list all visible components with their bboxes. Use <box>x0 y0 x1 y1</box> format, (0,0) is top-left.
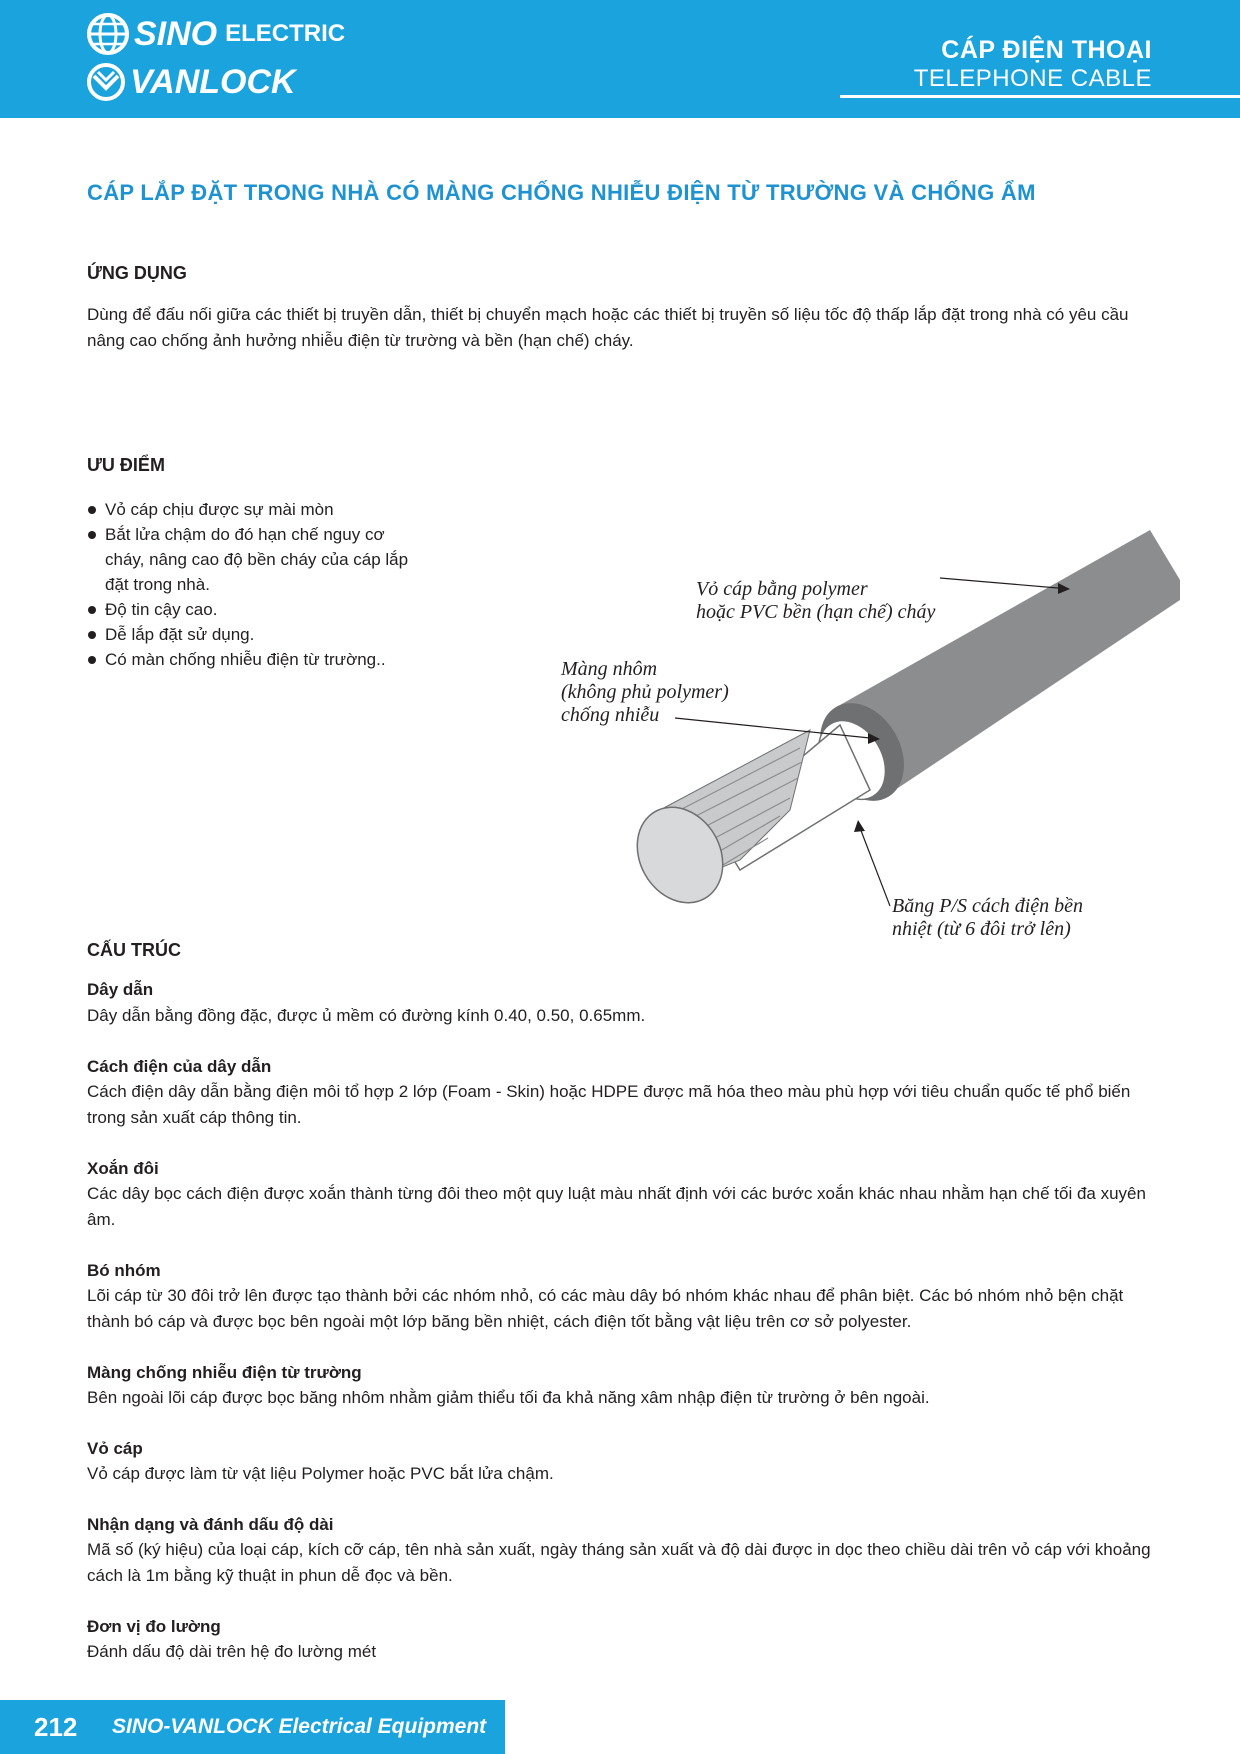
structure-marking-text: Mã số (ký hiệu) của loại cáp, kích cỡ cáp, tên nhà sản xuất, ngày tháng sản xuất và độ dài được in dọc theo chiều dài trên vỏ cáp với khoảng cách là 1m bằng kỹ thuật in phun dễ đọc và bền. <box>87 1540 1151 1585</box>
vanlock-logo <box>86 62 296 102</box>
header-divider <box>840 95 1240 98</box>
list-item: Có màn chống nhiễu điện từ trường.. <box>87 647 427 672</box>
structure-grouping-text: Lõi cáp từ 30 đôi trở lên được tạo thành bởi các nhóm nhỏ, có các màu dây bó nhóm khác nhau để phân biệt. Các bó nhóm nhỏ bện chặt thành bó cáp và được bọc bên ngoài một lớp băng bền nhiệt, cách điện tốt bằng vật liệu trên cơ sở polyester. <box>87 1286 1124 1331</box>
structure-twisting-text: Các dây bọc cách điện được xoắn thành từng đôi theo một quy luật màu nhất định với các bước xoắn khác nhau nhằm hạn chế tối đa xuyên âm. <box>87 1184 1146 1229</box>
advantages-list <box>87 497 427 672</box>
structure-grouping-title: Bó nhóm <box>87 1261 161 1280</box>
page-footer <box>0 1700 505 1754</box>
globe-icon <box>86 12 130 56</box>
structure-insulation-text: Cách điện dây dẫn bằng điện môi tổ hợp 2 lớp (Foam - Skin) hoặc HDPE được mã hóa theo màu phù hợp với tiêu chuẩn quốc tế phổ biến trong sản xuất cáp thông tin. <box>87 1082 1131 1127</box>
application-heading: ỨNG DỤNG <box>87 263 187 283</box>
callout-tape: Băng P/S cách điện bền nhiệt (từ 6 đôi trở lên) <box>892 895 1084 940</box>
footer-brand: SINO-VANLOCK Electrical Equipment <box>112 1715 487 1738</box>
header-title <box>914 36 1152 93</box>
page-number: 212 <box>34 1712 78 1742</box>
structure-twisting-title: Xoắn đôi <box>87 1159 159 1178</box>
leader-sheath <box>940 578 1058 588</box>
header-title-en: TELEPHONE CABLE <box>913 65 1152 92</box>
application-text: Dùng để đấu nối giữa các thiết bị truyền dẫn, thiết bị chuyển mạch hoặc các thiết bị truyền số liệu tốc độ thấp lắp đặt trong nhà có yêu cầu nâng cao chống ảnh hưởng nhiễu điện từ trường và bền (hạn chế) cháy. <box>87 305 1129 350</box>
page-title: CÁP LẮP ĐẶT TRONG NHÀ CÓ MÀNG CHỐNG NHIỄU ĐIỆN TỪ TRƯỜNG VÀ CHỐNG ẨM <box>87 180 1036 205</box>
list-item: Bắt lửa chậm do đó hạn chế nguy cơ cháy, nâng cao độ bền cháy của cáp lắp đặt trong nhà. <box>87 522 427 597</box>
structure-heading: CẤU TRÚC <box>87 940 181 960</box>
list-item: Dễ lắp đặt sử dụng. <box>87 622 427 647</box>
structure-sheath-title: Vỏ cáp <box>87 1439 143 1458</box>
advantages-heading: ƯU ĐIỂM <box>87 455 165 475</box>
structure-shield-text: Bên ngoài lõi cáp được bọc băng nhôm nhằm giảm thiểu tối đa khả năng xâm nhập điện từ trường ở bên ngoài. <box>87 1388 930 1407</box>
structure-marking-title: Nhận dạng và đánh dấu độ dài <box>87 1515 334 1534</box>
vanlock-emblem-icon <box>86 62 126 102</box>
callout-sheath: Vỏ cáp bằng polymer hoặc PVC bền (hạn chế) cháy <box>696 578 936 623</box>
structure-sheath-text: Vỏ cáp được làm từ vật liệu Polymer hoặc PVC bắt lửa chậm. <box>87 1464 554 1483</box>
structure-conductor-text: Dây dẫn bằng đồng đặc, được ủ mềm có đường kính 0.40, 0.50, 0.65mm. <box>87 1006 646 1025</box>
arrow-tape <box>854 820 865 832</box>
brand-electric: ELECTRIC <box>225 20 346 47</box>
page-header <box>0 0 1240 118</box>
brand-sino: SINO <box>134 14 218 53</box>
callout-shield: Màng nhôm (không phủ polymer) chống nhiễu <box>561 658 729 726</box>
header-title-vn: CÁP ĐIỆN THOẠI <box>941 36 1152 64</box>
list-item: Vỏ cáp chịu được sự mài mòn <box>87 497 427 522</box>
structure-conductor-title: Dây dẫn <box>87 980 154 999</box>
structure-units-text: Đánh dấu độ dài trên hệ đo lường mét <box>87 1642 377 1661</box>
structure-insulation-title: Cách điện của dây dẫn <box>87 1057 272 1076</box>
leader-tape <box>860 828 890 906</box>
structure-units-title: Đơn vị đo lường <box>87 1617 221 1636</box>
brand-vanlock: VANLOCK <box>130 62 296 101</box>
sino-electric-logo <box>86 12 345 56</box>
list-item: Độ tin cậy cao. <box>87 597 427 622</box>
structure-shield-title: Màng chống nhiễu điện từ trường <box>87 1363 362 1382</box>
